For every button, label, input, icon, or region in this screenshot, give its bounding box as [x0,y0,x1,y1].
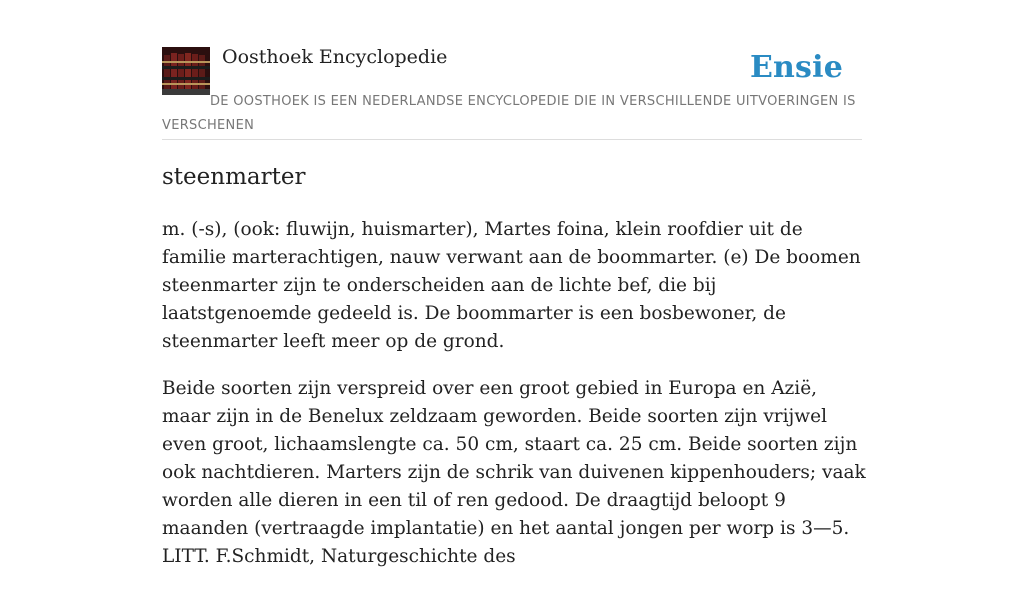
site-name[interactable]: Oosthoek Encyclopedie [222,46,448,68]
article-paragraph: m. (-s), (ook: fluwijn, huismarter), Martes foina, klein roofdier uit de familie marterachtigen, nauw verwant aan de boommarter. (e) De boomen steenmarter zijn te onderscheiden aan de lichte bef, die bij laatstgenoemde gedeeld is. De boommarter is een bosbewoner, de steenmarter leeft meer op de grond. [162,219,861,352]
article-title: steenmarter [162,164,306,190]
article-body [162,216,866,590]
brand-logo[interactable]: Ensie [749,50,843,85]
page-container [162,0,866,567]
site-avatar[interactable] [162,47,210,95]
encyclopedia-books-icon [162,47,210,95]
site-header [162,0,862,140]
article-paragraph: Beide soorten zijn verspreid over een groot gebied in Europa en Azië, maar zijn in de Benelux zeldzaam geworden. Beide soorten zijn vrijwel even groot, lichaamslengte ca. 50 cm, staart ca. 25 cm. Beide soorten zijn ook nachtdieren. Marters zijn de schrik van duivenen kippenhouders; vaak worden alle dieren in een til of ren gedood. De draagtijd beloopt 9 maanden (vertraagde implantatie) en het aantal jongen per worp is 3—5. LITT. F.Schmidt, Naturgeschichte des [162,378,866,567]
site-tagline: DE OOSTHOEK IS EEN NEDERLANDSE ENCYCLOPEDIE DIE IN VERSCHILLENDE UITVOERINGEN IS VERSCHENEN [162,94,856,133]
